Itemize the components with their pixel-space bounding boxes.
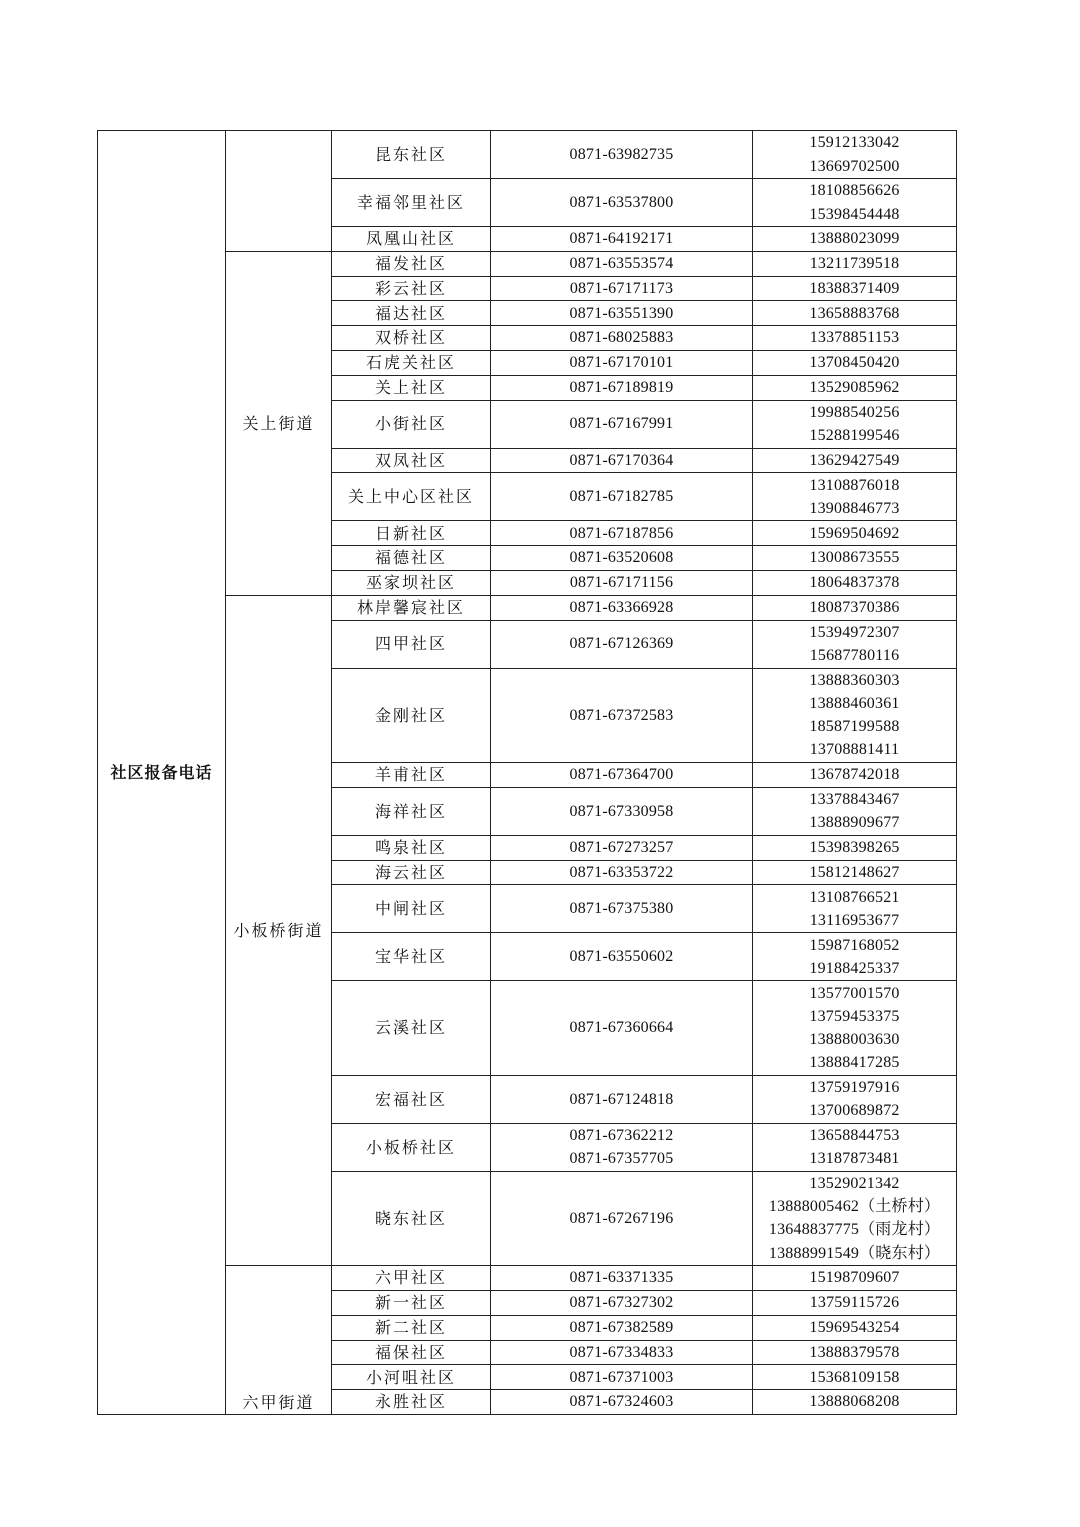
landline-cell [491, 400, 753, 448]
landline-number: 0871-67324603 [569, 1393, 674, 1411]
community-name-cell: 福保社区 [332, 1340, 491, 1365]
mobile-number: 13378851153 [809, 329, 900, 347]
mobile-number: 13577001570 [809, 984, 900, 1002]
community-name-cell: 昆东社区 [332, 131, 491, 179]
mobile-cell [753, 326, 957, 351]
landline-number: 0871-67171173 [569, 279, 674, 297]
mobile-number: 13708881411 [809, 741, 900, 759]
mobile-number: 15687780116 [809, 647, 900, 665]
landline-cell [491, 762, 753, 787]
landline-cell [491, 350, 753, 375]
mobile-cell [753, 546, 957, 571]
landline-number: 0871-67171156 [569, 574, 674, 592]
mobile-cell [753, 131, 957, 179]
mobile-number: 13708450420 [809, 354, 900, 372]
mobile-number: 13888417285 [809, 1054, 900, 1072]
mobile-number: 13759115726 [809, 1294, 900, 1312]
mobile-number: 13888379578 [809, 1343, 900, 1361]
landline-cell [491, 933, 753, 981]
landline-cell [491, 1365, 753, 1390]
mobile-cell [753, 521, 957, 546]
landline-number: 0871-67167991 [569, 415, 674, 433]
landline-number: 0871-67382589 [569, 1319, 674, 1337]
community-name-cell: 宏福社区 [332, 1075, 491, 1123]
mobile-cell [753, 1123, 957, 1171]
mobile-cell [753, 301, 957, 326]
mobile-number: 13888460361 [809, 695, 900, 713]
table-row [98, 595, 957, 620]
street-cell [226, 131, 332, 252]
mobile-number: 13187873481 [809, 1150, 900, 1168]
mobile-cell [753, 668, 957, 762]
mobile-number: 13678742018 [809, 766, 900, 784]
mobile-number: 15198709607 [809, 1269, 900, 1287]
landline-number: 0871-67372583 [569, 706, 674, 724]
mobile-cell [753, 860, 957, 885]
landline-cell [491, 1290, 753, 1315]
mobile-number: 18064837378 [809, 574, 900, 592]
landline-number: 0871-63366928 [569, 599, 674, 617]
mobile-number: 13759197916 [809, 1079, 900, 1097]
mobile-number: 13648837775（雨龙村） [768, 1221, 941, 1239]
mobile-number: 13629427549 [809, 451, 900, 469]
mobile-number: 15398398265 [809, 839, 900, 857]
landline-cell [491, 885, 753, 933]
community-name-cell: 福德社区 [332, 546, 491, 571]
mobile-number: 13669702500 [809, 157, 900, 175]
mobile-number: 13888909677 [809, 814, 900, 832]
landline-number: 0871-67375380 [569, 900, 674, 918]
landline-cell [491, 1171, 753, 1265]
mobile-cell [753, 933, 957, 981]
landline-cell [491, 473, 753, 521]
mobile-number: 15969504692 [809, 524, 900, 542]
mobile-number: 19988540256 [809, 403, 900, 421]
landline-cell [491, 595, 753, 620]
community-name-cell: 鸣泉社区 [332, 835, 491, 860]
landline-number: 0871-67267196 [569, 1209, 674, 1227]
community-name-cell: 中闸社区 [332, 885, 491, 933]
mobile-number: 13888005462（土桥村） [768, 1198, 941, 1216]
mobile-number: 15912133042 [809, 134, 900, 152]
mobile-cell [753, 375, 957, 400]
mobile-number: 13008673555 [809, 549, 900, 567]
mobile-number: 13888360303 [809, 671, 900, 689]
mobile-cell [753, 179, 957, 227]
landline-cell [491, 227, 753, 252]
table-row [98, 251, 957, 276]
community-name-cell: 金刚社区 [332, 668, 491, 762]
mobile-cell [753, 1171, 957, 1265]
community-name-cell: 海祥社区 [332, 787, 491, 835]
landline-number: 0871-63982735 [569, 145, 674, 163]
landline-cell [491, 860, 753, 885]
community-name-cell: 小板桥社区 [332, 1123, 491, 1171]
mobile-number: 13108766521 [809, 888, 900, 906]
landline-cell [491, 301, 753, 326]
community-name-cell: 双桥社区 [332, 326, 491, 351]
landline-cell [491, 1340, 753, 1365]
mobile-number: 13108876018 [809, 476, 900, 494]
landline-number: 0871-67362212 [569, 1127, 674, 1145]
mobile-number: 15969543254 [809, 1319, 900, 1337]
table-body [98, 131, 957, 1415]
mobile-number: 15987168052 [809, 936, 900, 954]
landline-cell [491, 131, 753, 179]
landline-cell [491, 1123, 753, 1171]
mobile-cell [753, 276, 957, 301]
mobile-cell [753, 400, 957, 448]
landline-number: 0871-67189819 [569, 379, 674, 397]
mobile-cell [753, 1365, 957, 1390]
landline-number: 0871-67327302 [569, 1294, 674, 1312]
community-name-cell: 日新社区 [332, 521, 491, 546]
mobile-cell [753, 350, 957, 375]
mobile-number: 13888991549（晓东村） [768, 1244, 941, 1262]
landline-number: 0871-67364700 [569, 766, 674, 784]
community-name-cell: 宝华社区 [332, 933, 491, 981]
mobile-number: 13700689872 [809, 1102, 900, 1120]
mobile-number: 13759453375 [809, 1007, 900, 1025]
mobile-cell [753, 595, 957, 620]
mobile-cell [753, 448, 957, 473]
mobile-cell [753, 251, 957, 276]
street-cell: 六甲街道 [226, 1266, 332, 1415]
community-name-cell: 巫家坝社区 [332, 570, 491, 595]
mobile-cell [753, 787, 957, 835]
street-cell: 小板桥街道 [226, 595, 332, 1265]
community-name-cell: 羊甫社区 [332, 762, 491, 787]
mobile-number: 13116953677 [809, 911, 900, 929]
community-name-cell: 小河咀社区 [332, 1365, 491, 1390]
mobile-number: 13529085962 [809, 379, 900, 397]
landline-cell [491, 546, 753, 571]
community-name-cell: 晓东社区 [332, 1171, 491, 1265]
mobile-cell [753, 762, 957, 787]
landline-number: 0871-67371003 [569, 1368, 674, 1386]
landline-number: 0871-67182785 [569, 488, 674, 506]
landline-number: 0871-67126369 [569, 635, 674, 653]
community-name-cell: 林岸馨宸社区 [332, 595, 491, 620]
landline-number: 0871-67170101 [569, 354, 674, 372]
mobile-cell [753, 835, 957, 860]
mobile-number: 13658844753 [809, 1127, 900, 1145]
mobile-cell [753, 1075, 957, 1123]
mobile-number: 13888003630 [809, 1031, 900, 1049]
community-name-cell: 幸福邻里社区 [332, 179, 491, 227]
mobile-number: 13211739518 [809, 255, 900, 273]
landline-cell [491, 1266, 753, 1291]
landline-number: 0871-63551390 [569, 304, 674, 322]
community-name-cell: 云溪社区 [332, 981, 491, 1075]
landline-cell [491, 251, 753, 276]
category-cell: 社区报备电话 [98, 131, 226, 1415]
community-name-cell: 关上社区 [332, 375, 491, 400]
community-name-cell: 双凤社区 [332, 448, 491, 473]
community-name-cell: 福发社区 [332, 251, 491, 276]
community-name-cell: 新一社区 [332, 1290, 491, 1315]
mobile-number: 13908846773 [809, 499, 900, 517]
landline-number: 0871-67187856 [569, 524, 674, 542]
landline-number: 0871-63353722 [569, 863, 674, 881]
landline-cell [491, 1315, 753, 1340]
landline-number: 0871-63520608 [569, 549, 674, 567]
landline-number: 0871-67273257 [569, 839, 674, 857]
mobile-cell [753, 227, 957, 252]
landline-cell [491, 1390, 753, 1415]
mobile-cell [753, 981, 957, 1075]
community-name-cell: 永胜社区 [332, 1390, 491, 1415]
mobile-cell [753, 885, 957, 933]
mobile-number: 15288199546 [809, 427, 900, 445]
mobile-number: 19188425337 [809, 959, 900, 977]
street-cell: 关上街道 [226, 251, 332, 595]
landline-number: 0871-67357705 [569, 1150, 674, 1168]
mobile-number: 15368109158 [809, 1368, 900, 1386]
landline-number: 0871-67330958 [569, 802, 674, 820]
landline-number: 0871-63550602 [569, 948, 674, 966]
community-name-cell: 彩云社区 [332, 276, 491, 301]
landline-cell [491, 835, 753, 860]
mobile-cell [753, 1290, 957, 1315]
community-name-cell: 石虎关社区 [332, 350, 491, 375]
mobile-cell [753, 1315, 957, 1340]
mobile-number: 15398454448 [809, 205, 900, 223]
landline-cell [491, 179, 753, 227]
mobile-number: 13378843467 [809, 791, 900, 809]
landline-number: 0871-63537800 [569, 193, 674, 211]
landline-number: 0871-68025883 [569, 329, 674, 347]
landline-number: 0871-67170364 [569, 451, 674, 469]
landline-number: 0871-63371335 [569, 1269, 674, 1287]
mobile-cell [753, 1340, 957, 1365]
landline-cell [491, 570, 753, 595]
landline-cell [491, 981, 753, 1075]
mobile-cell [753, 1390, 957, 1415]
landline-number: 0871-64192171 [569, 230, 674, 248]
landline-cell [491, 448, 753, 473]
community-name-cell: 小街社区 [332, 400, 491, 448]
community-name-cell: 新二社区 [332, 1315, 491, 1340]
landline-cell [491, 276, 753, 301]
community-phone-table [97, 130, 957, 1415]
mobile-cell [753, 620, 957, 668]
mobile-cell [753, 570, 957, 595]
mobile-number: 15812148627 [809, 863, 900, 881]
table-row [98, 131, 957, 179]
landline-number: 0871-67124818 [569, 1090, 674, 1108]
mobile-number: 18108856626 [809, 182, 900, 200]
landline-number: 0871-67334833 [569, 1343, 674, 1361]
community-name-cell: 凤凰山社区 [332, 227, 491, 252]
mobile-number: 13658883768 [809, 304, 900, 322]
landline-number: 0871-63553574 [569, 255, 674, 273]
mobile-number: 15394972307 [809, 623, 900, 641]
landline-cell [491, 326, 753, 351]
mobile-cell [753, 473, 957, 521]
landline-cell [491, 787, 753, 835]
mobile-number: 13888068208 [809, 1393, 900, 1411]
mobile-number: 18087370386 [809, 599, 900, 617]
landline-cell [491, 375, 753, 400]
mobile-number: 13888023099 [809, 230, 900, 248]
community-name-cell: 福达社区 [332, 301, 491, 326]
table-row [98, 1266, 957, 1291]
landline-cell [491, 620, 753, 668]
landline-cell [491, 668, 753, 762]
mobile-cell [753, 1266, 957, 1291]
mobile-number: 18587199588 [809, 718, 900, 736]
landline-cell [491, 1075, 753, 1123]
mobile-number: 18388371409 [809, 279, 900, 297]
landline-cell [491, 521, 753, 546]
community-name-cell: 关上中心区社区 [332, 473, 491, 521]
community-name-cell: 海云社区 [332, 860, 491, 885]
landline-number: 0871-67360664 [569, 1019, 674, 1037]
mobile-number: 13529021342 [809, 1175, 900, 1193]
community-name-cell: 六甲社区 [332, 1266, 491, 1291]
community-name-cell: 四甲社区 [332, 620, 491, 668]
